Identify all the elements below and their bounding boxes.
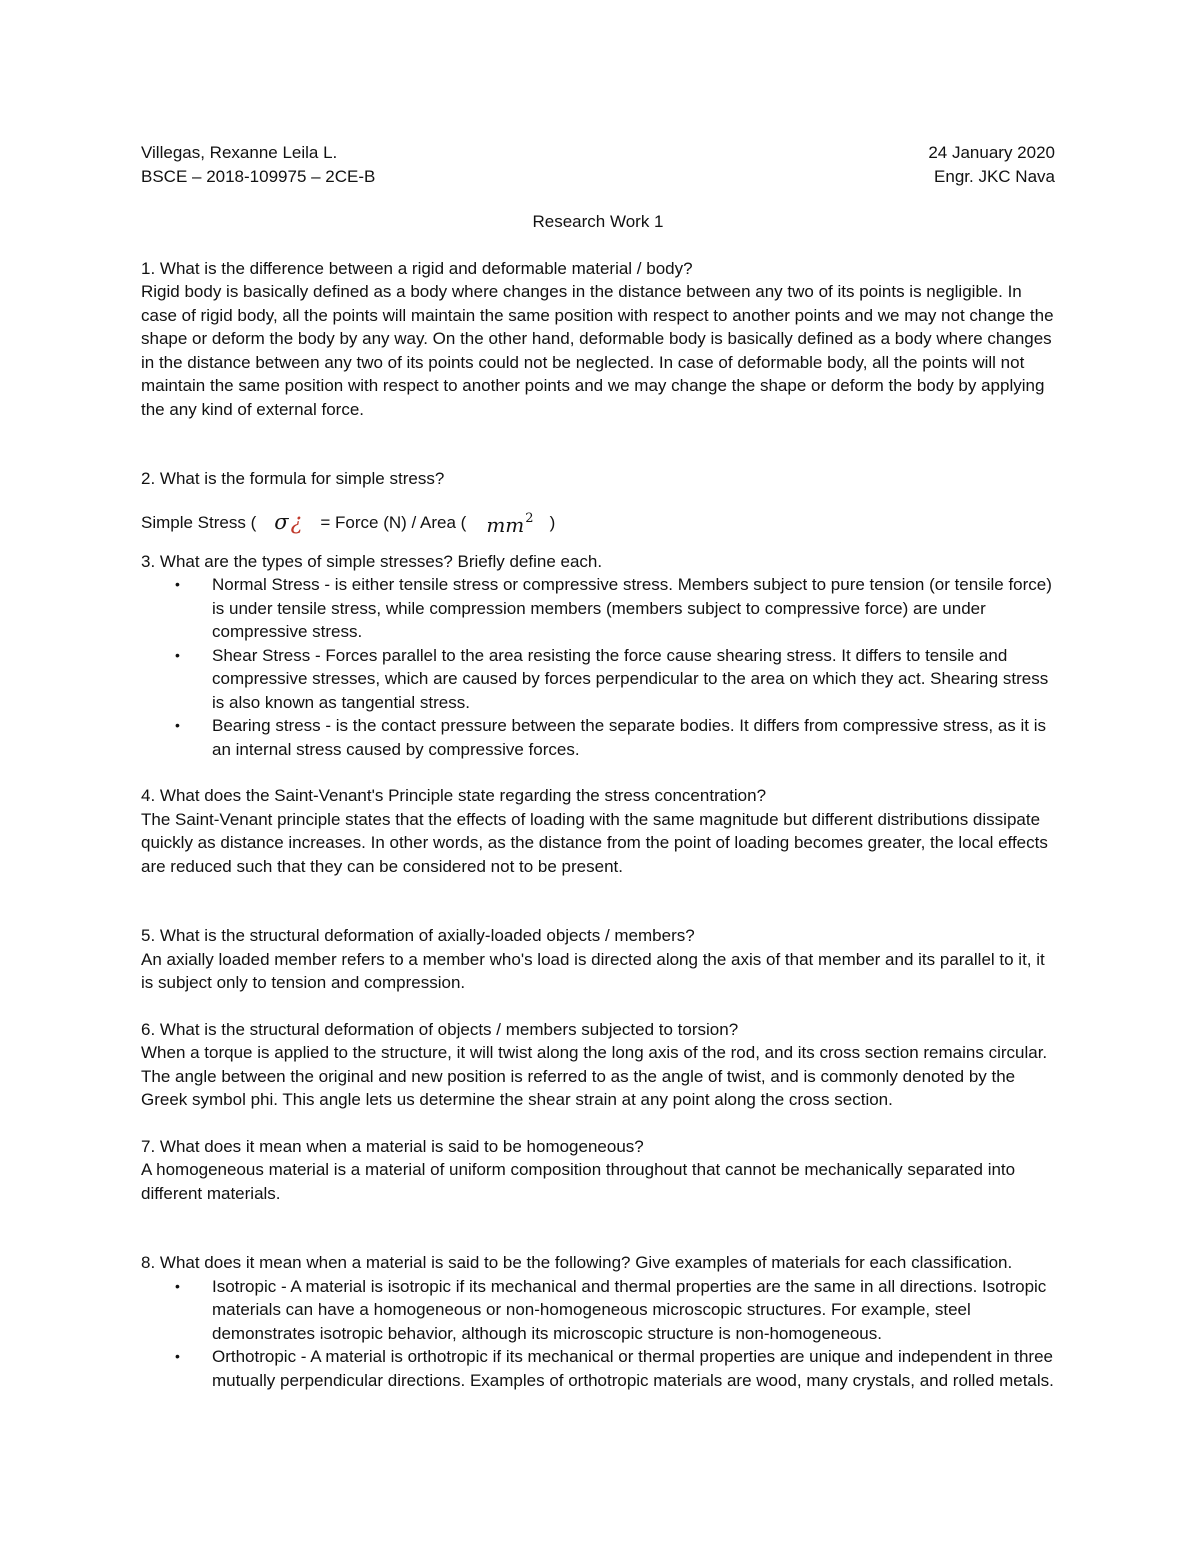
- sigma-symbol: σ: [274, 509, 289, 534]
- bullet-icon: •: [175, 1277, 180, 1294]
- question-1: 1. What is the difference between a rigid and deformable material / body?: [141, 258, 693, 278]
- stress-types-list: [141, 573, 1055, 761]
- document-page: [141, 141, 1055, 1392]
- answer-4: The Saint-Venant principle states that the effects of loading with the same magnitude but different distributions dissipate quickly as distance increases. In other words, as the distance from the point of loading becomes greater, the local effects are reduced such that they can be considered not to be present.: [141, 809, 1048, 876]
- formula-middle: = Force (N) / Area (: [320, 512, 467, 532]
- question-7: 7. What does it mean when a material is said to be homogeneous?: [141, 1136, 644, 1156]
- header-right: [928, 141, 1055, 188]
- question-block-3: [141, 550, 1055, 762]
- sigma-placeholder-mark: ¿: [290, 509, 303, 535]
- question-6: 6. What is the structural deformation of objects / members subjected to torsion?: [141, 1019, 739, 1039]
- formula-prefix: Simple Stress (: [141, 512, 257, 532]
- answer-5: An axially loaded member refers to a member who's load is directed along the axis of that member and its parallel to it, it is subject only to tension and compression.: [141, 949, 1045, 992]
- document-date: 24 January 2020: [928, 143, 1055, 162]
- list-item: • Orthotropic - A material is orthotropic if its mechanical or thermal properties are unique and independent in three mutually perpendicular directions. Examples of orthotropic materials are wood, many crystals, and rolled metals.: [175, 1347, 1054, 1390]
- question-block-1: [141, 257, 1055, 422]
- stress-formula: [141, 508, 1055, 538]
- bullet-icon: •: [175, 576, 180, 592]
- formula-suffix: ): [549, 512, 556, 532]
- unit-mm: [486, 507, 549, 538]
- list-item: • Bearing stress - is the contact pressure between the separate bodies. It differs from compressive stress, as it is an internal stress caused by compressive forces.: [175, 716, 1046, 759]
- document-title: Research Work 1: [532, 212, 664, 231]
- question-3: 3. What are the types of simple stresses? Briefly define each.: [141, 551, 603, 571]
- question-block-8: [141, 1251, 1055, 1392]
- question-block-2: [141, 467, 1055, 538]
- material-classes-list: [141, 1275, 1055, 1393]
- answer-6: When a torque is applied to the structure, it will twist along the long axis of the rod, and its cross section remains circular. The angle between the original and new position is referred to as the angle of twist, and is commonly denoted by the Greek symbol phi. This angle lets us determine the shear strain at any point along the cross section.: [141, 1043, 1048, 1109]
- list-item: • Isotropic - A material is isotropic if its mechanical and thermal properties are the same in all directions. Isotropic materials can have a homogeneous or non-homogeneous microscopic structures. For example, steel demonstrates isotropic behavior, although its microscopic structure is non-homogeneous.: [175, 1276, 1047, 1343]
- question-block-4: [141, 784, 1055, 878]
- bullet-icon: •: [175, 646, 180, 663]
- question-4: 4. What does the Saint-Venant's Principle state regarding the stress concentration?: [141, 786, 767, 805]
- answer-1: Rigid body is basically defined as a body where changes in the distance between any two of its points is negligible. In case of rigid body, all the points will maintain the same position with respect to another points and we may not change the shape or deform the body by any way. On the other hand, deformable body is basically defined as a body where changes in the distance between any two of its points could not be neglected. In case of deformable body, all the points will not maintain the same position with respect to another points and we may change the shape or deform the body by applying the any kind of external force.: [141, 282, 1054, 419]
- header-left: [141, 141, 375, 188]
- question-8: 8. What does it mean when a material is said to be the following? Give examples of materials for each classification.: [141, 1253, 1013, 1272]
- instructor-name: Engr. JKC Nava: [934, 166, 1055, 186]
- unit-exponent: 2: [525, 511, 534, 527]
- list-item: • Shear Stress - Forces parallel to the area resisting the force cause shearing stress. It differs to tensile and compressive stresses, which are caused by forces perpendicular to the area on which they act. Shearing stress is also known as tangential stress.: [175, 645, 1049, 712]
- student-name: Villegas, Rexanne Leila L.: [141, 143, 338, 162]
- question-5: 5. What is the structural deformation of axially-loaded objects / members?: [141, 926, 695, 945]
- question-block-6: [141, 1018, 1055, 1112]
- answer-7: A homogeneous material is a material of uniform composition throughout that cannot be mechanically separated into different materials.: [141, 1160, 1016, 1203]
- list-item: • Normal Stress - is either tensile stress or compressive stress. Members subject to pure tension (or tensile force) is under tensile stress, while compression members (members subject to compressive force) are under compressive stress.: [175, 575, 1052, 641]
- bullet-icon: •: [175, 717, 180, 733]
- document-header: [141, 141, 1055, 188]
- question-block-5: [141, 924, 1055, 995]
- course-id: BSCE – 2018-109975 – 2CE-B: [141, 166, 376, 186]
- unit-base: mm: [486, 513, 525, 538]
- bullet-icon: •: [175, 1348, 180, 1364]
- question-2: 2. What is the formula for simple stress?: [141, 469, 445, 488]
- question-block-7: [141, 1135, 1055, 1206]
